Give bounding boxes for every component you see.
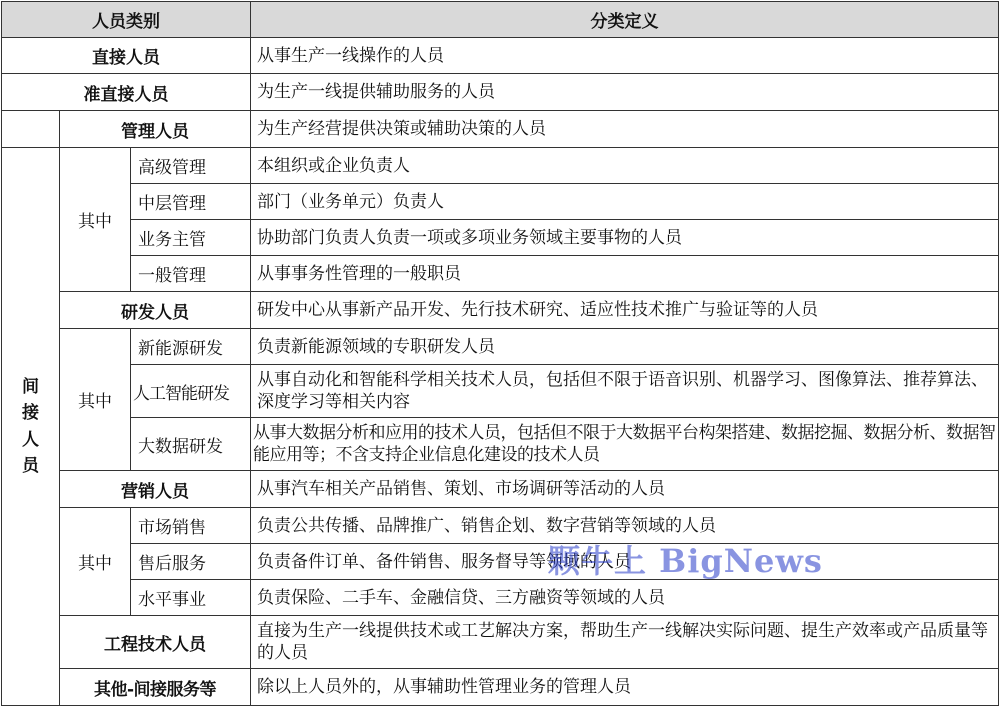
empty-cell <box>2 111 60 148</box>
definition-quasi-direct: 为生产一线提供辅助服务的人员 <box>251 74 999 111</box>
table-row <box>2 256 999 292</box>
definition-mgmt-middle: 部门（业务单元）负责人 <box>251 184 999 220</box>
table-row <box>2 74 999 111</box>
definition-mgmt-business: 协助部门负责人负责一项或多项业务领域主要事物的人员 <box>251 220 999 256</box>
category-mgmt-senior: 高级管理 <box>131 148 251 184</box>
definition-direct: 从事生产一线操作的人员 <box>251 38 999 74</box>
table-row <box>2 184 999 220</box>
table-row <box>2 544 999 580</box>
definition-rnd-newenergy: 负责新能源领域的专职研发人员 <box>251 329 999 365</box>
category-direct: 直接人员 <box>2 38 251 74</box>
table-row <box>2 329 999 365</box>
category-marketing: 营销人员 <box>60 471 251 508</box>
category-quasi-direct: 准直接人员 <box>2 74 251 111</box>
table-row <box>2 471 999 508</box>
group-among-management: 其中 <box>60 148 131 292</box>
category-management: 管理人员 <box>60 111 251 148</box>
table-header-row <box>2 2 999 38</box>
definition-rnd-bigdata: 从事大数据分析和应用的技术人员，包括但不限于大数据平台构架搭建、数据挖掘、数据分析、数据智能应用等；不含支持企业信息化建设的技术人员 <box>251 418 999 471</box>
definition-mkt-horizontal: 负责保险、二手车、金融信贷、三方融资等领域的人员 <box>251 580 999 616</box>
group-among-rnd: 其中 <box>60 329 131 471</box>
table-row <box>2 38 999 74</box>
category-rnd-ai: 人工智能研发 <box>131 365 251 418</box>
watermark: 颗牛上 BigNews <box>548 542 823 580</box>
category-engineering: 工程技术人员 <box>60 616 251 669</box>
definition-mgmt-senior: 本组织或企业负责人 <box>251 148 999 184</box>
category-mkt-sales: 市场销售 <box>131 508 251 544</box>
category-rnd-bigdata: 大数据研发 <box>131 418 251 471</box>
category-mkt-horizontal: 水平事业 <box>131 580 251 616</box>
personnel-classification-table <box>1 1 999 706</box>
definition-rnd-ai: 从事自动化和智能科学相关技术人员，包括但不限于语音识别、机器学习、图像算法、推荐算法、深度学习等相关内容 <box>251 365 999 418</box>
table-row <box>2 148 999 184</box>
definition-mkt-aftersales: 负责备件订单、备件销售、服务督导等领域的人员 <box>251 544 999 580</box>
definition-rnd: 研发中心从事新产品开发、先行技术研究、适应性技术推广与验证等的人员 <box>251 292 999 329</box>
table-row <box>2 365 999 418</box>
category-mgmt-general: 一般管理 <box>131 256 251 292</box>
table-row <box>2 616 999 669</box>
header-definition: 分类定义 <box>251 2 999 38</box>
group-indirect-personnel: 间 接 人 员 <box>2 148 60 706</box>
definition-management: 为生产经营提供决策或辅助决策的人员 <box>251 111 999 148</box>
category-rnd-newenergy: 新能源研发 <box>131 329 251 365</box>
category-mgmt-business: 业务主管 <box>131 220 251 256</box>
category-rnd: 研发人员 <box>60 292 251 329</box>
definition-mkt-sales: 负责公共传播、品牌推广、销售企划、数字营销等领域的人员 <box>251 508 999 544</box>
category-mkt-aftersales: 售后服务 <box>131 544 251 580</box>
group-among-marketing: 其中 <box>60 508 131 616</box>
table-row <box>2 580 999 616</box>
table-row <box>2 669 999 706</box>
table-row <box>2 418 999 471</box>
definition-engineering: 直接为生产一线提供技术或工艺解决方案，帮助生产一线解决实际问题、提生产效率或产品质量等的人员 <box>251 616 999 669</box>
definition-marketing: 从事汽车相关产品销售、策划、市场调研等活动的人员 <box>251 471 999 508</box>
table-row <box>2 292 999 329</box>
table-row <box>2 220 999 256</box>
definition-other: 除以上人员外的，从事辅助性管理业务的管理人员 <box>251 669 999 706</box>
table-row <box>2 111 999 148</box>
table-row <box>2 508 999 544</box>
header-category: 人员类别 <box>2 2 251 38</box>
category-other: 其他-间接服务等 <box>60 669 251 706</box>
definition-mgmt-general: 从事事务性管理的一般职员 <box>251 256 999 292</box>
category-mgmt-middle: 中层管理 <box>131 184 251 220</box>
